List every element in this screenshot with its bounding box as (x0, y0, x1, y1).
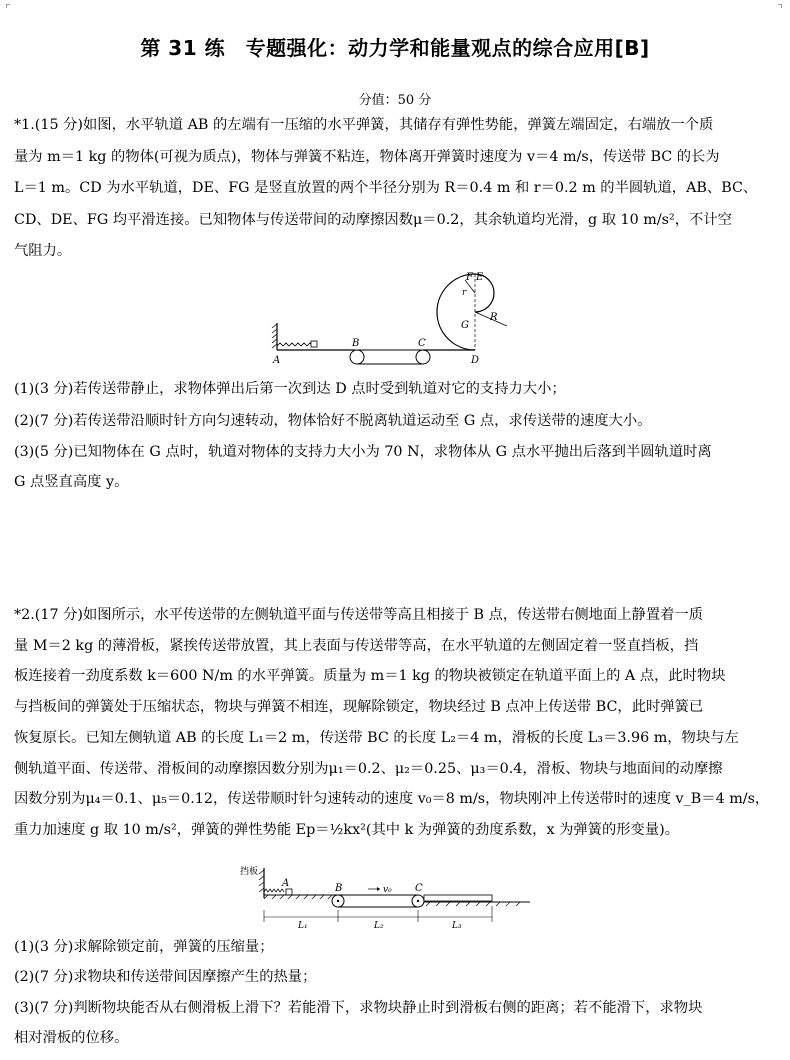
page-corner-mark (778, 4, 782, 8)
problem2-question-2: (2)(7 分)求物块和传送带间因摩擦产生的热量； (14, 969, 317, 985)
label-r: r (462, 288, 467, 298)
label-L3: L₃ (452, 921, 462, 931)
label-B: B (335, 883, 343, 894)
problem2-figure (240, 862, 540, 932)
problem2-statement (14, 600, 770, 846)
problem1-statement (14, 110, 770, 268)
label-L1: L₁ (298, 921, 308, 931)
problem2-line: 侧轨道平面、传送带、滑板间的动摩擦因数分别为μ₁＝0.2、μ₂＝0.25、μ₃＝0.4，滑板、物块与地面间的动摩擦 (14, 760, 723, 777)
label-B: B (352, 338, 360, 349)
problem1-question-3: (3)(5 分)已知物体在 G 点时，轨道对物体的支持力大小为 70 N，求物体从 G 点水平抛出后落到半圆轨道时离 (14, 444, 712, 460)
problem2-line: *2.(17 分)如图所示，水平传送带的左侧轨道平面与传送带等高且相接于 B 点，传送带右侧地面上静置着一质 (14, 607, 704, 623)
problem2-line: 量 M＝2 kg 的薄滑板，紧挨传送带放置，其上表面与传送带等高，在水平轨道的左侧固定着一竖直挡板，挡 (14, 637, 699, 654)
problem1-figure (265, 268, 535, 368)
label-G: G (461, 320, 469, 331)
label-C: C (415, 883, 423, 894)
label-D: D (471, 355, 480, 366)
problem2-question-3: (3)(7 分)判断物块能否从右侧滑板上滑下？若能滑下，求物块静止时到滑板右侧的距离；若不能滑下，求物块 (14, 1000, 703, 1016)
problem2-line: 恢复原长。已知左侧轨道 AB 的长度 L₁＝2 m，传送带 BC 的长度 L₂＝4 m，滑板的长度 L₃＝3.96 m，物块与左 (14, 729, 739, 746)
label-F: F (466, 272, 473, 283)
label-v0: v₀ (383, 885, 392, 895)
problem2-line: 与挡板间的弹簧处于压缩状态，物块与弹簧不相连，现解除锁定，物块经过 B 点冲上传送带 BC，此时弹簧已 (14, 699, 704, 716)
problem2-question-1: (1)(3 分)求解除锁定前，弹簧的压缩量； (14, 939, 274, 955)
problem1-line: 气阻力。 (14, 243, 72, 259)
problem1-line: *1.(15 分)如图，水平轨道 AB 的左端有一压缩的水平弹簧，其储存有弹性势能，弹簧左端固定，右端放一个质 (14, 117, 714, 133)
problem1-line: CD、DE、FG 均平滑连接。已知物体与传送带间的动摩擦因数μ＝0.2，其余轨道均光滑，g 取 10 m/s²，不计空 (14, 211, 732, 228)
problem2-line: 板连接着一劲度系数 k＝600 N/m 的水平弹簧。质量为 m＝1 kg 的物块被锁定在轨道平面上的 A 点，此时物块 (14, 668, 726, 685)
problem1-line: 量为 m＝1 kg 的物体(可视为质点)，物体与弹簧不粘连，物体离开弹簧时速度为 v＝4 m/s，传送带 BC 的长为 (14, 148, 720, 165)
label-R: R (490, 312, 498, 323)
problem2-line: 因数分别为μ₄＝0.1、μ₅＝0.12，传送带顺时针匀速转动的速度 v₀＝8 m/s，物块刚冲上传送带时的速度 v_B＝4 m/s， (14, 791, 770, 808)
page-title: 第 31 练 专题强化：动力学和能量观点的综合应用[B] (140, 36, 650, 60)
problem1-question-1: (1)(3 分)若传送带静止，求物体弹出后第一次到达 D 点时受到轨道对它的支持力大小； (14, 381, 566, 397)
problem1-question-3-cont: G 点竖直高度 y。 (14, 474, 129, 490)
problem1-line: L＝1 m。CD 为水平轨道，DE、FG 是竖直放置的两个半径分别为 R＝0.4 m 和 r＝0.2 m 的半圆轨道，AB、BC、 (14, 180, 758, 196)
label-A: A (273, 355, 281, 366)
problem1-question-2: (2)(7 分)若传送带沿顺时针方向匀速转动，物体恰好不脱离轨道运动至 G 点，求传送带的速度大小。 (14, 413, 652, 429)
label-L2: L₂ (374, 921, 384, 931)
label-C: C (418, 338, 426, 349)
problem2-line: 重力加速度 g 取 10 m/s²，弹簧的弹性势能 Ep＝½kx²(其中 k 为弹簧的劲度系数，x 为弹簧的形变量)。 (14, 821, 680, 838)
label-wall: 挡板 (240, 867, 259, 877)
label-A: A (282, 878, 290, 889)
problem2-question-3-cont: 相对滑板的位移。 (14, 1030, 129, 1046)
page-corner-mark (6, 4, 10, 8)
label-E: E (476, 272, 484, 283)
score-label: 分值：50 分 (358, 93, 432, 108)
